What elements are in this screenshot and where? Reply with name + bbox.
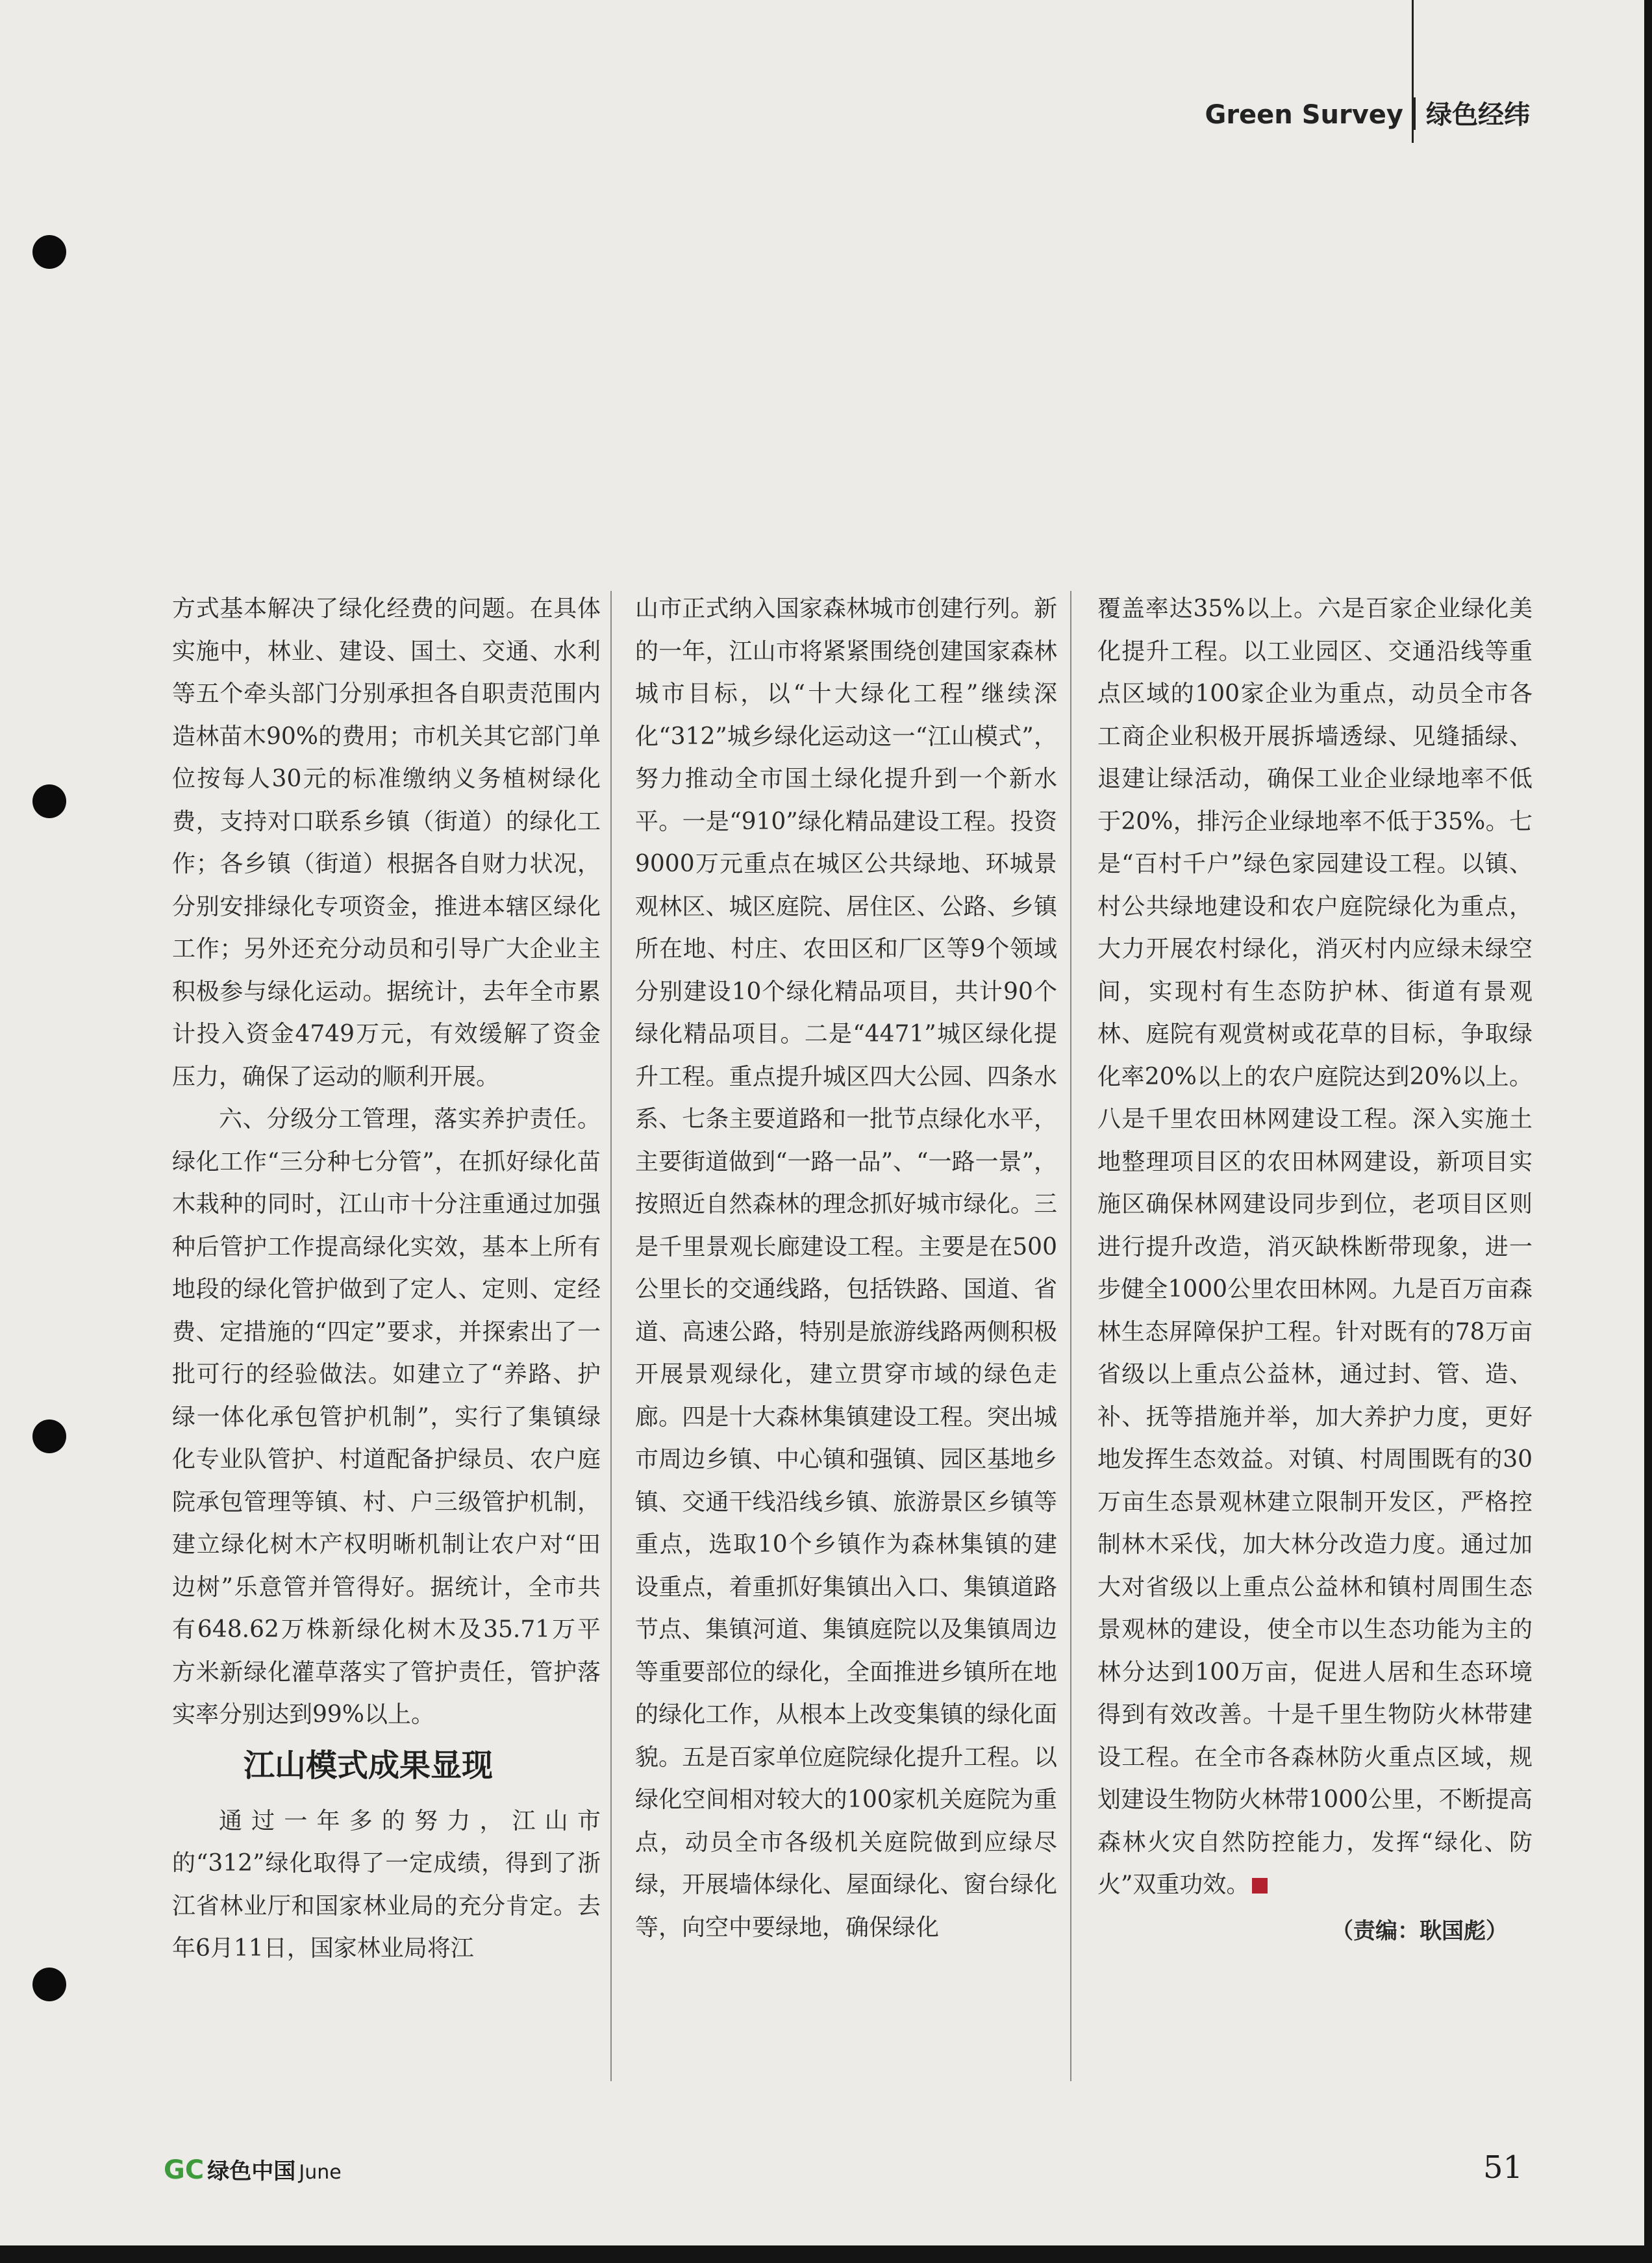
article-column-2 bbox=[635, 588, 1057, 1949]
paragraph bbox=[1097, 588, 1533, 1907]
paragraph: 六、分级分工管理，落实养护责任。绿化工作“三分种七分管”，在抓好绿化苗木栽种的同时，江山市十分注重通过加强种后管护工作提高绿化实效，基本上所有地段的绿化管护做到了定人、定则、定经费、定措施的“四定”要求，并探索出了一批可行的经验做法。如建立了“养路、护绿一体化承包管护机制”，实行了集镇绿化专业队管护、村道配备护绿员、农户庭院承包管理等镇、村、户三级管护机制，建立绿化树木产权明晰机制让农户对“田边树”乐意管并管得好。据统计，全市共有648.62万株新绿化树木及35.71万平方米新绿化灌草落实了管护责任，管护落实率分别达到99%以上。 bbox=[172, 1106, 601, 1728]
paragraph: 山市正式纳入国家森林城市创建行列。新的一年，江山市将紧紧围绕创建国家森林城市目标，以“十大绿化工程”继续深化“312”城乡绿化运动这一“江山模式”，努力推动全市国土绿化提升到一个新水平。一是“910”绿化精品建设工程。投资9000万元重点在城区公共绿地、环城景观林区、城区庭院、居住区、公路、乡镇所在地、村庄、农田区和厂区等9个领域分别建设10个绿化精品项目，共计90个绿化精品项目。二是“4471”城区绿化提升工程。重点提升城区四大公园、四条水系、七条主要道路和一批节点绿化水平，主要街道做到“一路一品”、“一路一景”，按照近自然森林的理念抓好城市绿化。三是千里景观长廊建设工程。主要是在500公里长的交通线路，包括铁路、国道、省道、高速公路，特别是旅游线路两侧积极开展景观绿化，建立贯穿市域的绿色走廊。四是十大森林集镇建设工程。突出城市周边乡镇、中心镇和强镇、园区基地乡镇、交通干线沿线乡镇、旅游景区乡镇等重点，选取10个乡镇作为森林集镇的建设重点，着重抓好集镇出入口、集镇道路节点、集镇河道、集镇庭院以及集镇周边等重要部位的绿化，全面推进乡镇所在地的绿化工作，从根本上改变集镇的绿化面貌。五是百家单位庭院绿化提升工程。以绿化空间相对较大的100家机关庭院为重点，动员全市各级机关庭院做到应绿尽绿，开展墙体绿化、屋面绿化、窗台绿化等，向空中要绿地，确保绿化 bbox=[635, 595, 1057, 1941]
page-number: 51 bbox=[1483, 2149, 1523, 2186]
section-heading: 江山模式成果显现 bbox=[244, 1747, 494, 1784]
editor-credit: （责编：耿国彪） bbox=[1331, 1918, 1508, 1944]
section-title-en: Green Survey bbox=[1205, 100, 1403, 130]
binder-hole bbox=[32, 784, 66, 818]
paragraph-text: 覆盖率达35%以上。六是百家企业绿化美化提升工程。以工业园区、交通沿线等重点区域的100家企业为重点，动员全市各工商企业积极开展拆墙透绿、见缝插绿、退建让绿活动，确保工业企业绿地率不低于20%，排污企业绿地率不低于35%。七是“百村千户”绿色家园建设工程。以镇、村公共绿地建设和农户庭院绿化为重点，大力开展农村绿化，消灭村内应绿未绿空间，实现村有生态防护林、街道有景观林、庭院有观赏树或花草的目标，争取绿化率20%以上的农户庭院达到20%以上。八是千里农田林网建设工程。深入实施土地整理项目区的农田林网建设，新项目实施区确保林网建设同步到位，老项目区则进行提升改造，消灭缺株断带现象，进一步健全1000公里农田林网。九是百万亩森林生态屏障保护工程。针对既有的78万亩省级以上重点公益林，通过封、管、造、补、抚等措施并举，加大养护力度，更好地发挥生态效益。对镇、村周围既有的30万亩生态景观林建立限制开发区，严格控制林木采伐，加大林分改造力度。通过加大对省级以上重点公益林和镇村周围生态景观林的建设，使全市以生态功能为主的林分达到100万亩，促进人居和生态环境得到有效改善。十是千里生物防火林带建设工程。在全市各森林防火重点区域，规划建设生物防火林带1000公里，不断提高森林火灾自然防控能力，发挥“绿化、防火”双重功效。 bbox=[1097, 595, 1533, 1898]
section-header bbox=[1205, 94, 1530, 131]
article-column-1 bbox=[172, 588, 601, 1970]
issue-month: June bbox=[299, 2161, 342, 2184]
article-column-3 bbox=[1097, 588, 1533, 1953]
end-mark-icon bbox=[1252, 1878, 1268, 1894]
column-divider bbox=[1070, 591, 1071, 2081]
magazine-name: 绿色中国 bbox=[207, 2158, 296, 2184]
column-divider bbox=[610, 591, 612, 2081]
binder-hole bbox=[32, 235, 66, 269]
paragraph: 通过一年多的努力，江山市的“312”绿化取得了一定成绩，得到了浙江省林业厅和国家林业局的充分肯定。去年6月11日，国家林业局将江 bbox=[172, 1807, 601, 1962]
section-title-cn: 绿色经纬 bbox=[1426, 100, 1530, 130]
binder-hole bbox=[32, 1968, 66, 2001]
magazine-logo: GC bbox=[164, 2155, 205, 2185]
header-separator bbox=[1414, 97, 1416, 130]
binder-hole bbox=[32, 1419, 66, 1453]
paragraph: 方式基本解决了绿化经费的问题。在具体实施中，林业、建设、国土、交通、水利等五个牵头部门分别承担各自职责范围内造林苗木90%的费用；市机关其它部门单位按每人30元的标准缴纳义务植树绿化费，支持对口联系乡镇（街道）的绿化工作；各乡镇（街道）根据各自财力状况，分别安排绿化专项资金，推进本辖区绿化工作；另外还充分动员和引导广大企业主积极参与绿化运动。据统计，去年全市累计投入资金4749万元，有效缓解了资金压力，确保了运动的顺利开展。 bbox=[172, 595, 601, 1090]
footer-logo bbox=[164, 2153, 342, 2185]
